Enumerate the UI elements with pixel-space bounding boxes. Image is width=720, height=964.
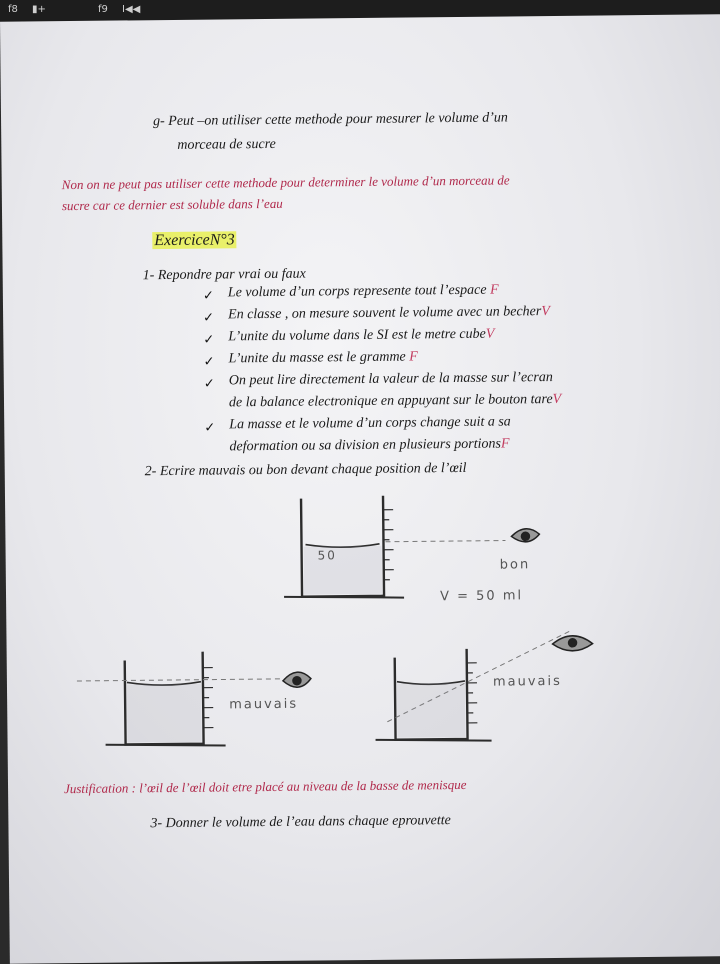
exercise-title-text: ExerciceN°3 bbox=[152, 231, 237, 249]
vf-item-text: deformation ou sa division en plusieurs portions bbox=[229, 437, 501, 455]
label-mauvais-left: mauvais bbox=[229, 697, 298, 713]
worksheet-page bbox=[0, 14, 720, 963]
question-g-line1: g- Peut –on utiliser cette methode pour mesurer le volume d’un bbox=[153, 110, 508, 130]
vf-item-answer: V bbox=[553, 392, 562, 407]
status-center-a: f9 bbox=[98, 4, 108, 15]
check-icon: ✓ bbox=[204, 420, 215, 436]
check-icon: ✓ bbox=[203, 332, 214, 348]
cylinder-mark: 50 bbox=[318, 548, 337, 562]
eye-icon bbox=[511, 529, 539, 542]
vf-item-text: L’unite du volume dans le SI est le metre cube bbox=[228, 327, 486, 345]
label-volume: V = 50 ml bbox=[440, 588, 523, 604]
vf-item-answer: V bbox=[486, 327, 495, 342]
part1-title: 1- Repondre par vrai ou faux bbox=[143, 267, 306, 285]
eye-icon bbox=[283, 672, 311, 687]
vf-item-text: Le volume d’un corps represente tout l’espace bbox=[228, 283, 490, 301]
status-left-a: f8 bbox=[8, 4, 18, 15]
check-icon: ✓ bbox=[204, 354, 215, 370]
status-left-b: ▮+ bbox=[32, 4, 46, 15]
label-bon: bon bbox=[500, 557, 531, 572]
part2-title: 2- Ecrire mauvais ou bon devant chaque position de l’œil bbox=[145, 461, 467, 480]
label-mauvais-right: mauvais bbox=[493, 674, 562, 690]
vf-item-answer: F bbox=[409, 349, 418, 364]
eye-icon bbox=[552, 636, 592, 651]
vf-item-answer: F bbox=[501, 436, 510, 451]
part3-title: 3- Donner le volume de l’eau dans chaque eprouvette bbox=[150, 813, 451, 832]
vf-item-answer: F bbox=[490, 283, 499, 298]
vf-item: On peut lire directement la valeur de la masse sur l’ecran bbox=[229, 370, 553, 389]
vf-item-text: de la balance electronique en appuyant sur le bouton tare bbox=[229, 392, 553, 410]
vf-item-text: En classe , on mesure souvent le volume avec un becher bbox=[228, 304, 541, 322]
justification: Justification : l’œil de l’œil doit etre placé au niveau de la basse de menisque bbox=[64, 777, 467, 797]
graduations bbox=[383, 510, 394, 580]
sight-line bbox=[385, 541, 505, 542]
check-icon: ✓ bbox=[203, 310, 214, 326]
vf-item: La masse et le volume d’un corps change suit a sa bbox=[229, 414, 511, 433]
answer-g-line1: Non on ne peut pas utiliser cette methode pour determiner le volume d’un morceau de bbox=[62, 172, 510, 193]
check-icon: ✓ bbox=[203, 288, 214, 304]
status-center-b: I◀◀ bbox=[122, 4, 140, 15]
vf-item-answer: V bbox=[541, 304, 550, 319]
answer-g-line2: sucre car ce dernier est soluble dans l’eau bbox=[62, 196, 283, 214]
sight-line bbox=[77, 679, 287, 681]
vf-item-text: L’unite du masse est le gramme bbox=[228, 350, 409, 367]
question-g-line2: morceau de sucre bbox=[177, 137, 276, 154]
check-icon: ✓ bbox=[204, 376, 215, 392]
